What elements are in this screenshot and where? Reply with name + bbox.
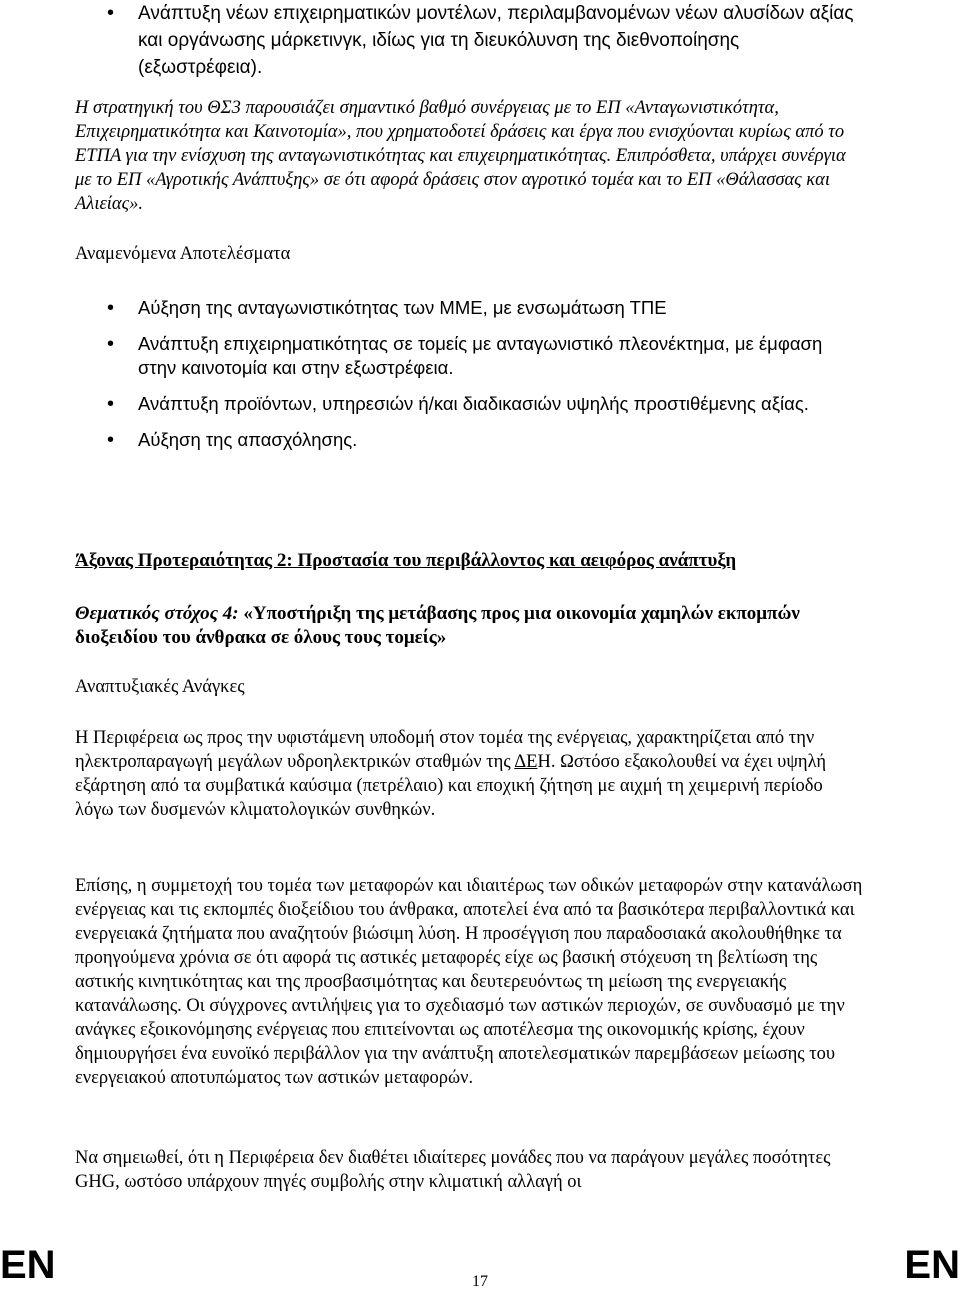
results-list: [75, 296, 860, 464]
thematic-goal-text: «Υποστήριξη της μετάβασης προς μια οικονομία χαμηλών εκπομπών διοξειδίου του άνθρακα σε όλους τους τομείς»: [75, 603, 800, 648]
development-needs-heading: Αναπτυξιακές Ανάγκες: [75, 677, 245, 697]
energy-paragraph-part: Η. Ωστόσο εξακολουθεί να έχει υψηλή εξάρτηση από τα συμβατικά καύσιμα (πετρέλαιο) και εποχική ζήτηση με αιχμή τη χειμερινή περίοδο λόγω των δυσμενών κλιματολογικών συνθηκών.: [75, 752, 827, 820]
list-item: • Ανάπτυξη νέων επιχειρηματικών μοντέλων, περιλαμβανομένων νέων αλυσίδων αξίας και οργάνωσης μάρκετινγκ, ιδίως για τη διευκόλυνση της διεθνοποίησης (εξωστρέφεια).: [75, 0, 855, 81]
results-heading: Αναμενόμενα Αποτελέσματα: [75, 244, 291, 264]
ghg-paragraph: Να σημειωθεί, ότι η Περιφέρεια δεν διαθέτει ιδιαίτερες μονάδες που να παράγουν μεγάλες ποσότητες GHG, ωστόσο υπάρχουν πηγές συμβολής στην κλιματική αλλαγή οι: [75, 1148, 831, 1192]
energy-paragraph-underlined: ΔΕ: [514, 752, 538, 772]
footer-language-code-left: EN: [0, 1243, 56, 1287]
synergy-paragraph: Η στρατηγική του ΘΣ3 παρουσιάζει σημαντικό βαθμό συνέργειας με το ΕΠ «Ανταγωνιστικότητα, Επιχειρηματικότητα και Καινοτομία», που χρηματοδοτεί δράσεις και έργα που ενισχύονται κυρίως από το ΕΤΠΑ για την ενίσχυση της ανταγωνιστικότητας και επιχειρηματικότητας. Επιπρόσθετα, υπάρχει συνέργια με το ΕΠ «Αγροτικής Ανάπτυξης» σε ότι αφορά δράσεις στον αγροτικό τομέα και το ΕΠ «Θάλασσας και Αλιείας».: [75, 98, 846, 214]
thematic-goal-label: Θεματικός στόχος 4:: [75, 603, 239, 624]
list-item: • Αύξηση της απασχόλησης.: [75, 428, 860, 452]
page-number: 17: [472, 1273, 488, 1290]
thematic-goal-heading: [75, 602, 860, 650]
list-item: • Ανάπτυξη επιχειρηματικότητας σε τομείς με ανταγωνιστικό πλεονέκτημα, με έμφαση στην καινοτομία και στην εξωστρέφεια.: [75, 332, 860, 380]
energy-paragraph: [75, 726, 865, 822]
energy-paragraph-part: Η Περιφέρεια ως προς την υφιστάμενη υποδομή στον τομέα της ενέργειας, χαρακτηρίζεται από την ηλεκτροπαραγωγή μεγάλων υδροηλεκτρικών σταθμών της: [75, 728, 815, 772]
list-item: • Ανάπτυξη προϊόντων, υπηρεσιών ή/και διαδικασιών υψηλής προστιθέμενης αξίας.: [75, 392, 860, 416]
priority-axis-heading-text: Άξονας Προτεραιότητας 2: Προστασία του περιβάλλοντος και αειφόρος ανάπτυξη: [75, 550, 737, 571]
footer-language-code-right: EN: [904, 1243, 960, 1287]
list-item: • Αύξηση της ανταγωνιστικότητας των ΜΜΕ, με ενσωμάτωση ΤΠΕ: [75, 296, 860, 320]
top-bullet-list: [75, 0, 855, 81]
transport-paragraph: Επίσης, η συμμετοχή του τομέα των μεταφορών και ιδιαιτέρως των οδικών μεταφορών στην κατανάλωση ενέργειας και τις εκπομπές διοξείδιου του άνθρακα, αποτελεί ένα από τα βασικότερα περιβαλλοντικά και ενεργειακά ζητήματα που αναζητούν βιώσιμη λύση. Η προσέγγιση που παραδοσιακά ακολουθήθηκε τα προηγούμενα χρόνια σε ότι αφορά τις αστικές μεταφορές είχε ως βασική στόχευση τη βελτίωση της αστικής κινητικότητας και της προσβασιμότητας και δευτερευόντως τη μείωση της ενεργειακής κατανάλωσης. Οι σύγχρονες αντιλήψεις για το σχεδιασμό των αστικών περιοχών, σε συνδυασμό με την ανάγκες εξοικονόμησης ενέργειας που επιτείνονται ως αποτέλεσμα της οικονομικής κρίσης, έχουν δημιουργήσει ένα ευνοϊκό περιβάλλον για την ανάπτυξη αποτελεσματικών παρεμβάσεων μείωσης του ενεργειακού αποτυπώματος των αστικών μεταφορών.: [75, 876, 863, 1088]
priority-axis-heading: [75, 550, 736, 572]
